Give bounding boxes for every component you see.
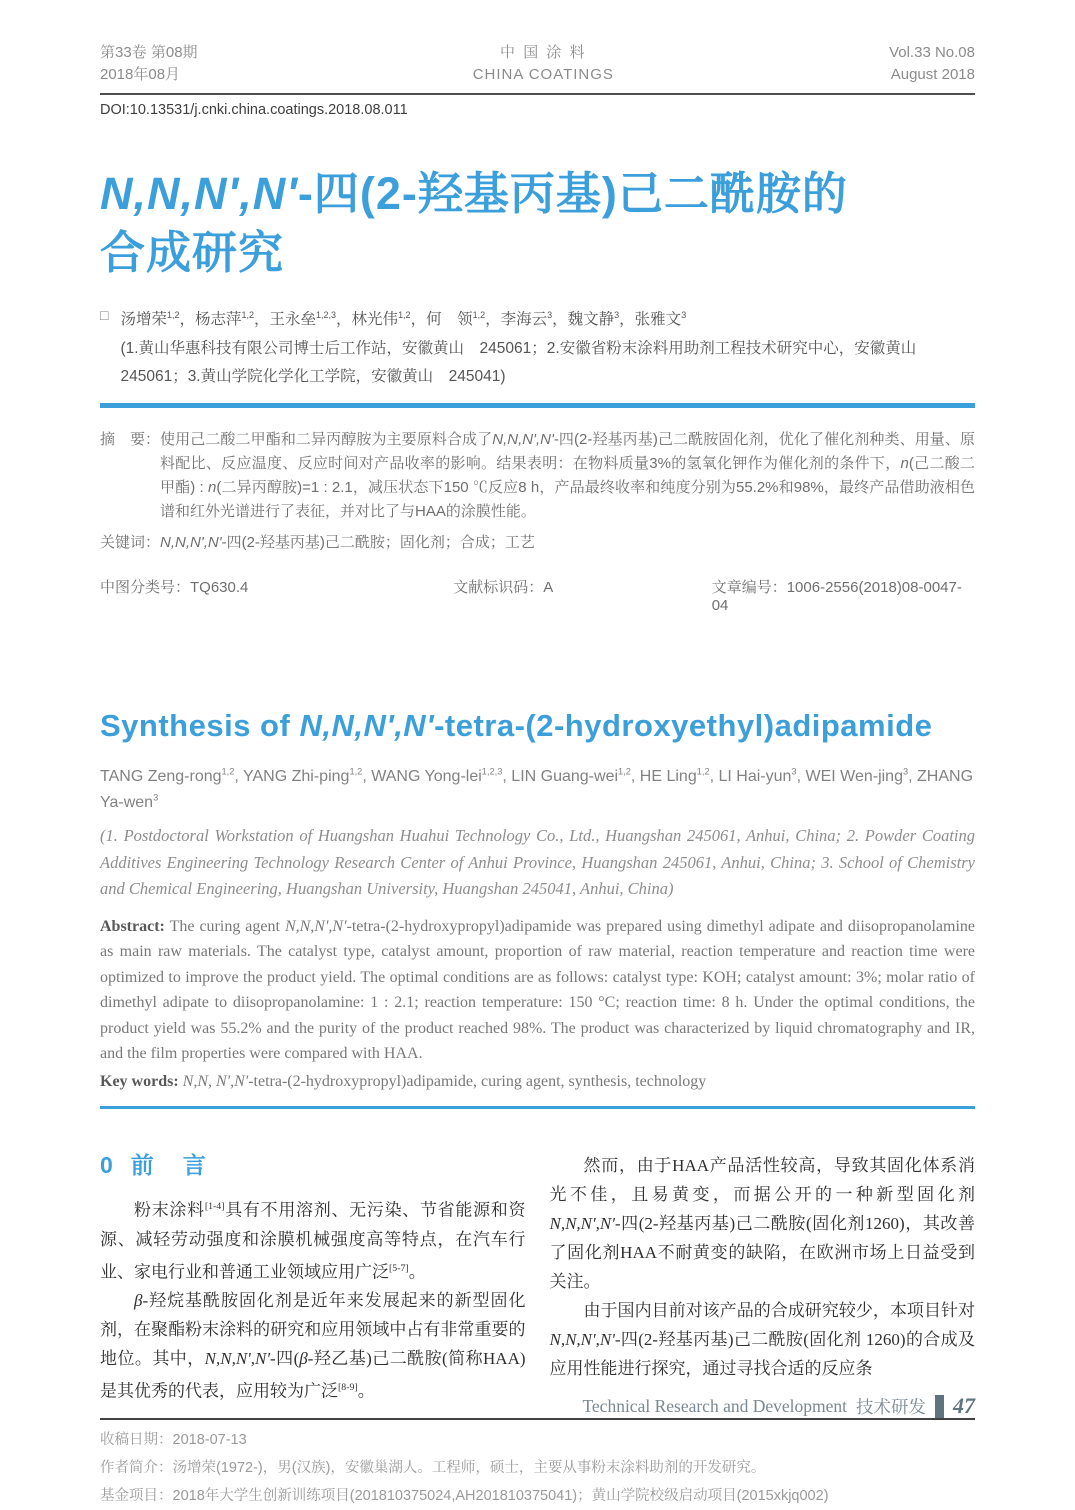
text-segment: -四( — [270, 1349, 300, 1369]
keywords-cn-body — [160, 534, 535, 551]
document-code: 文献标识码：A — [453, 578, 554, 596]
text-segment: β — [299, 1349, 308, 1369]
author-segment: 1,2 — [241, 310, 255, 321]
affiliation-cn: (1.黄山华惠科技有限公司博士后工作站，安徽黄山 245061；2.安徽省粉末涂料用助剂工程技术研究中心，安徽黄山 245061；3.黄山学院化学化工学院，安徽黄山 245041) — [120, 340, 932, 385]
volume-issue-en: Vol.33 No.08 — [889, 44, 975, 61]
text-segment: N,N,N',N' — [100, 167, 298, 219]
author-segment: 张雅文 — [634, 311, 682, 329]
footnotes — [100, 1426, 975, 1510]
header-left — [100, 42, 198, 86]
date-cn: 2018年08月 — [100, 65, 181, 83]
meta-row — [100, 576, 975, 614]
author-segment: ， — [410, 311, 427, 329]
text-segment: -四(2-羟基丙基)己二酰胺(固化剂1260)，其改善了固化剂HAA不耐黄变的缺陷，在欧洲市场上日益受到关注。 — [549, 1214, 975, 1292]
text-segment: 使用己二酸二甲酯和二异丙醇胺为主要原料合成了 — [160, 430, 493, 448]
paragraph — [100, 1286, 526, 1406]
text-segment: 。 — [357, 1382, 375, 1402]
text-segment: [5-7] — [389, 1262, 409, 1274]
body-columns — [100, 1151, 975, 1406]
section-title: 前 言 — [130, 1152, 209, 1179]
title-cn-line2: 合成研究 — [100, 226, 285, 278]
paragraph — [550, 1296, 976, 1383]
text-segment: 粉末涂料 — [134, 1200, 205, 1220]
authors-en — [100, 764, 975, 816]
journal-header — [100, 42, 975, 95]
text-segment: [8-9] — [338, 1382, 358, 1394]
author-segment: 1,2,3 — [481, 766, 503, 777]
section-heading — [100, 1151, 526, 1180]
text-segment: (己二酸二甲酯) : — [160, 454, 976, 496]
author-segment: , LI Hai-yun — [709, 767, 792, 785]
text-segment: 。 — [408, 1262, 426, 1282]
author-segment: ， — [619, 311, 635, 329]
author-segment: 王永垒 — [269, 311, 317, 329]
text-segment: The curing agent — [164, 917, 285, 935]
authors-line-cn — [120, 306, 975, 333]
column-right — [550, 1151, 976, 1406]
text-segment: -四(2-羟基丙基)己二酰胺；固化剂；合成；工艺 — [221, 533, 535, 551]
footer-section-en: Technical Research and Development — [582, 1395, 847, 1416]
date-en: August 2018 — [890, 65, 975, 83]
text-segment: -tetra-(2-hydroxypropyl)adipamide was prepared using dimethyl adipate and diisopropanolamine as main raw materials. The catalyst type, catalyst amount, proportion of raw material, reaction temperature and reaction time were optimized to improve the product yield. The optimal conditions are as follows: catalyst type: KOH; catalyst amount: 3%; molar ratio of dimethyl adipate to diisopropanolamine: 1 : 2.1; reaction temperature: 150 °C; reaction time: 8 h. Under the optimal conditions, the product yield was 55.2% and the purity of the product reached 98%. The product was characterized by liquid chromatography and IR, and the film properties were compared with HAA. — [100, 917, 976, 1063]
text-segment: Synthesis of — [100, 707, 300, 743]
keywords-cn-label: 关键词： — [100, 533, 161, 551]
clc-number: 中图分类号：TQ630.4 — [100, 578, 249, 596]
author-segment: , WEI Wen-jing — [796, 767, 903, 785]
footer-block-icon — [935, 1395, 944, 1418]
author-segment: , WANG Yong-lei — [362, 767, 482, 785]
page-number: 47 — [953, 1393, 975, 1418]
header-right — [889, 42, 975, 86]
square-marker-icon: □ — [100, 307, 109, 324]
received-date: 收稿日期：2018-07-13 — [100, 1432, 247, 1449]
divider-bar-thick — [100, 403, 975, 408]
text-segment: -tetra-(2-hydroxypropyl)adipamide, curing agent, synthesis, technology — [248, 1072, 707, 1090]
footer-section-cn: 技术研发 — [856, 1396, 926, 1417]
author-segment: 李海云 — [500, 311, 548, 329]
author-segment: 3 — [902, 766, 909, 777]
author-segment: 汤增荣 — [120, 311, 167, 329]
text-segment: 具有不用溶剂、无污染、节省能源和资源、减轻劳动强度和涂膜机械强度高等特点，在汽车行业、家电行业和普通工业领域应用广泛 — [100, 1200, 526, 1282]
title-en-segments — [100, 708, 932, 743]
author-segment: 1,2,3 — [316, 310, 337, 321]
volume-issue-cn: 第33卷 第08期 — [100, 44, 198, 61]
author-segment: 1,2 — [221, 766, 235, 777]
page-footer — [582, 1393, 975, 1419]
author-segment: 何 领 — [426, 311, 473, 329]
abstract-en-body — [100, 918, 975, 1063]
abstract-en-label: Abstract: — [100, 917, 165, 935]
text-segment: 然而，由于HAA产品活性较高，导致其固化体系消光不佳，且易黄变，而据公开的一种新型固化剂 — [549, 1156, 975, 1205]
doi-line: DOI:10.13531/j.cnki.china.coatings.2018.08.011 — [100, 101, 408, 118]
article-id: 文章编号：1006-2556(2018)08-0047-04 — [711, 578, 962, 614]
journal-name-cn: 中 国 涂 料 — [500, 44, 587, 61]
author-segment: 1,2 — [696, 766, 710, 777]
author-segment: 3 — [681, 310, 687, 321]
author-segment: , ZHANG Ya-wen — [100, 767, 974, 811]
text-segment: (二异丙醇胺)=1 : 2.1，减压状态下150 ℃反应8 h，产品最终收率和纯度分别为55.2%和98%，最终产品借助液相色谱和红外光谱进行了表征，并对比了与HAA的涂膜性能。 — [160, 478, 975, 520]
article-title-cn — [100, 164, 975, 283]
divider-line-blue — [100, 1106, 975, 1109]
text-segment: N,N, N',N' — [178, 1072, 249, 1090]
text-segment: -四(2-羟基丙基)己二酰胺(固化剂 1260)的合成及应用性能进行探究，通过寻找合适的反应条 — [549, 1330, 975, 1379]
header-center — [473, 42, 614, 86]
keywords-en-label: Key words: — [100, 1072, 179, 1090]
author-segment: , HE Ling — [630, 767, 697, 785]
authors-body-cn — [120, 306, 975, 389]
text-segment: -tetra-(2-hydroxyethyl)adipamide — [434, 707, 933, 743]
text-segment: N,N,N',N' — [492, 430, 554, 448]
text-segment: N,N,N',N' — [549, 1214, 615, 1234]
paragraph — [550, 1151, 976, 1296]
keywords-cn — [100, 531, 975, 552]
text-segment: N,N,N',N' — [549, 1330, 615, 1350]
author-segment: 3 — [547, 310, 553, 321]
abstract-cn — [100, 428, 975, 524]
author-segment: , YANG Zhi-ping — [234, 767, 350, 785]
text-segment: N,N,N',N' — [299, 707, 435, 743]
keywords-en-body — [179, 1073, 707, 1090]
title-cn-line1 — [100, 168, 848, 219]
author-segment: 1,2 — [398, 310, 411, 321]
section-number: 0 — [100, 1152, 113, 1179]
text-segment: 由于国内目前对该产品的合成研究较少，本项目针对 — [583, 1301, 975, 1321]
author-segment: ， — [336, 311, 352, 329]
journal-name-en: CHINA COATINGS — [472, 65, 614, 83]
author-segment: , LIN Guang-wei — [502, 767, 619, 785]
author-segment: ， — [254, 311, 270, 329]
column-left — [100, 1151, 526, 1406]
author-segment: 林光伟 — [351, 311, 399, 329]
text-segment: -羟乙基)己二酰胺(简称HAA)是其优秀的代表，应用较为广泛 — [100, 1349, 526, 1402]
author-segment: ， — [552, 311, 568, 329]
text-segment: n — [208, 478, 217, 496]
abstract-en — [100, 914, 975, 1067]
text-segment: β — [134, 1291, 143, 1311]
text-segment: -羟烷基酰胺固化剂是近年来发展起来的新型固化剂，在聚酯粉末涂料的研究和应用领域中占有非常重要的地位。其中， — [100, 1291, 526, 1369]
author-segment: ， — [179, 311, 195, 329]
author-segment: 1,2 — [166, 310, 180, 321]
fund-project: 基金项目：2018年大学生创新训练项目(201810375024,AH201810375041)；黄山学院校级启动项目(2015xkjq002) — [100, 1488, 829, 1505]
text-segment: n — [900, 454, 909, 472]
paragraph — [100, 1192, 526, 1286]
keywords-en — [100, 1069, 975, 1095]
author-bio: 作者简介：汤增荣(1972-)，男(汉族)，安徽巢湖人。工程师，硕士，主要从事粉末涂料助剂的开发研究。 — [100, 1460, 766, 1477]
author-segment: 3 — [614, 310, 620, 321]
article-title-en — [100, 708, 975, 744]
author-segment: 杨志萍 — [195, 311, 242, 329]
text-segment: -四(2-羟基丙基)己二酰胺固化剂，优化了催化剂种类、用量、原料配比、反应温度、反应时间对产品收率的影响。结果表明：在物料质量3%的氢氧化钾作为催化剂的条件下， — [160, 430, 975, 472]
text-segment: N,N,N',N' — [160, 533, 222, 551]
text-segment: N,N,N',N' — [284, 917, 347, 935]
text-segment: -四(2-羟基丙基)己二酰胺的 — [297, 167, 848, 219]
affiliation-en: (1. Postdoctoral Workstation of Huangshan Huahui Technology Co., Ltd., Huangshan 245061, Anhui, China; 2. Powder Coating Additives Engineering Technology Research Center of Anhui Province, Huangshan 245061, Anhui, China; 3. School of Chemistry and Chemical Engineering, Huangshan University, Huangshan 245041, Anhui, China) — [100, 826, 975, 898]
text-segment: N,N,N',N' — [204, 1349, 271, 1369]
author-segment: 1,2 — [618, 766, 631, 777]
author-segment: 3 — [791, 766, 797, 777]
author-segment: TANG Zeng-rong — [100, 767, 222, 785]
author-segment: 1,2 — [349, 766, 363, 777]
author-segment: 魏文静 — [567, 311, 615, 329]
authors-block-cn — [100, 306, 975, 389]
abstract-cn-label: 摘 要： — [100, 430, 161, 448]
abstract-cn-body — [160, 428, 975, 524]
author-segment: 1,2 — [472, 310, 486, 321]
author-segment: 3 — [153, 792, 159, 803]
author-segment: ， — [485, 311, 501, 329]
text-segment: [1-4] — [204, 1201, 225, 1213]
